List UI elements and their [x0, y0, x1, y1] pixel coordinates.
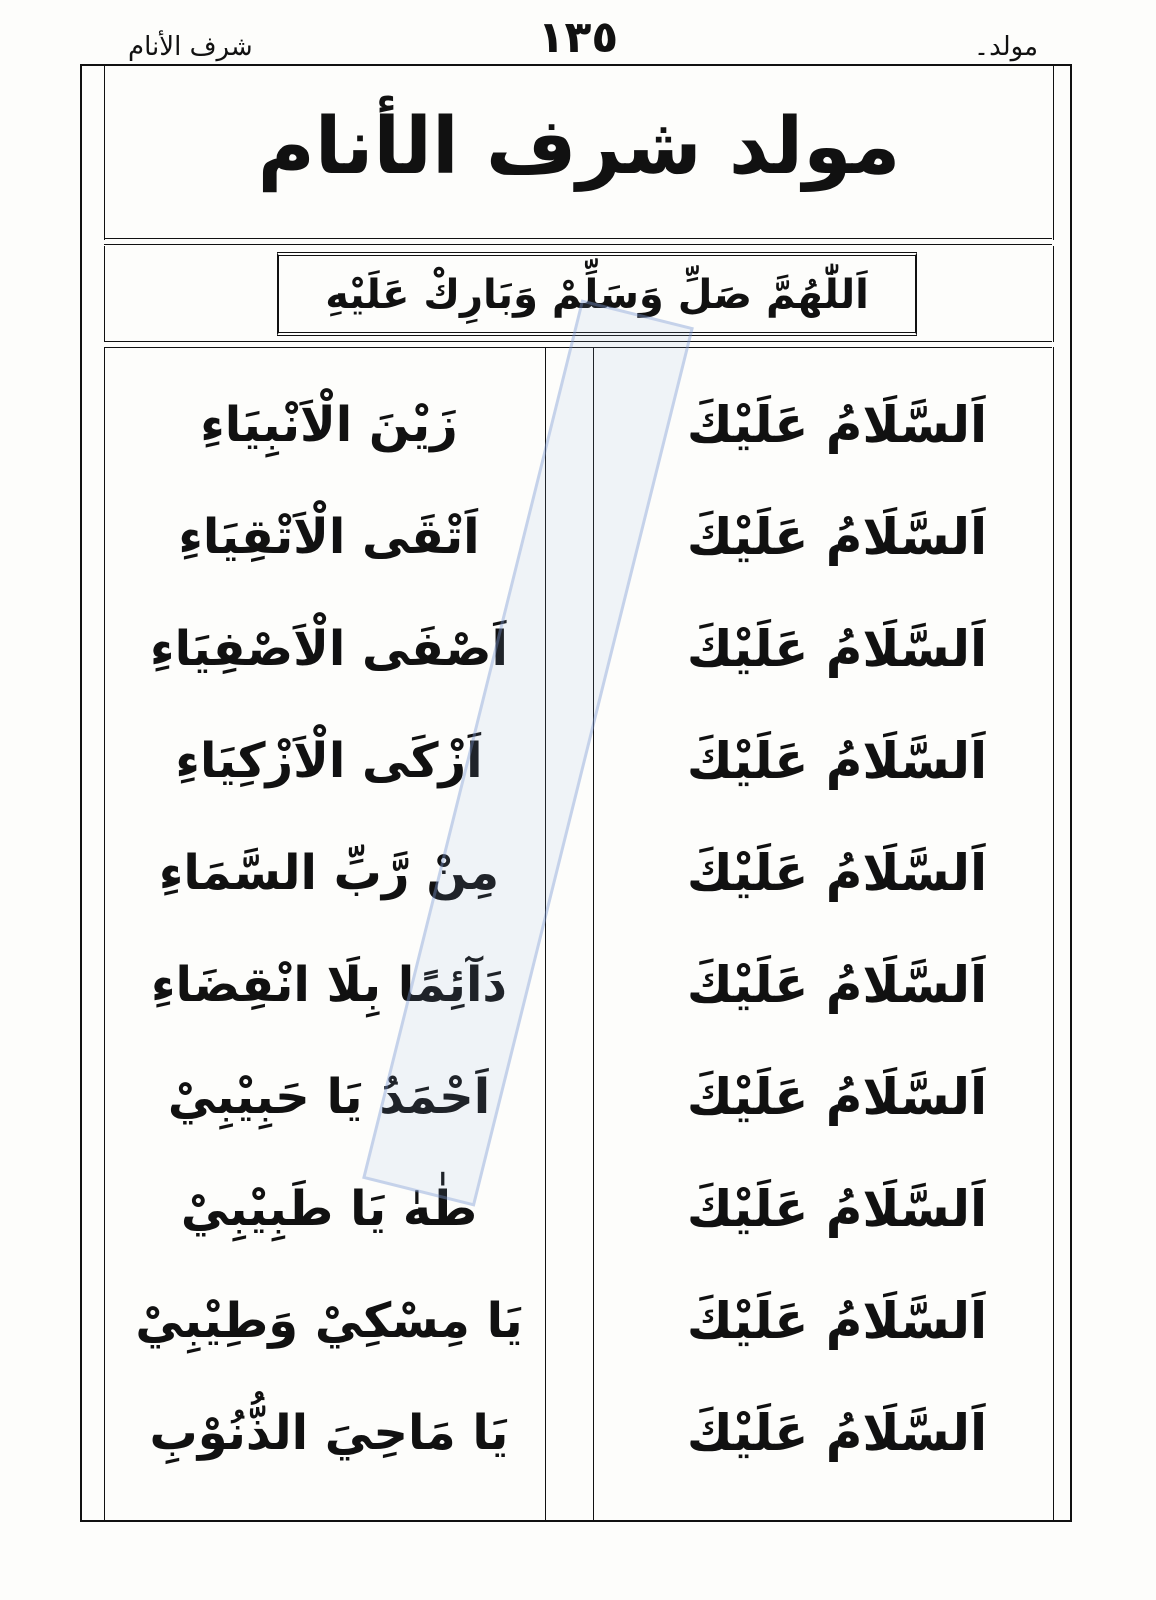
epithet-text: زَيْنَ الْاَنْبِيَاءِ: [200, 397, 458, 453]
salutation-row: [105, 705, 1053, 817]
page-frame: [80, 64, 1072, 1522]
salam-text: اَلسَّلَامُ عَلَيْكَ: [686, 1180, 988, 1238]
salutation-table: [104, 347, 1054, 1522]
salutation-row: [105, 1265, 1053, 1377]
salutation-row: [105, 1153, 1053, 1265]
epithet-text: اَزْكَى الْاَزْكِيَاءِ: [175, 733, 483, 789]
epithet-text: اَتْقَى الْاَتْقِيَاءِ: [178, 509, 480, 565]
invocation-box: اَللّٰهُمَّ صَلِّ وَسَلِّمْ وَبَارِكْ عَلَيْهِ: [277, 252, 917, 336]
section-label: مولد۔: [973, 32, 1038, 62]
salutation-row: [105, 817, 1053, 929]
salam-text: اَلسَّلَامُ عَلَيْكَ: [686, 956, 988, 1014]
epithet-text: اَحْمَدُ يَا حَبِيْبِيْ: [167, 1069, 491, 1125]
salutation-row: [105, 929, 1053, 1041]
salam-text: اَلسَّلَامُ عَلَيْكَ: [686, 844, 988, 902]
epithet-text: اَصْفَى الْاَصْفِيَاءِ: [150, 621, 508, 677]
salam-text: اَلسَّلَامُ عَلَيْكَ: [686, 620, 988, 678]
running-title: شرف الأنام: [128, 32, 253, 62]
title-divider: [104, 238, 1052, 245]
salutation-row: [105, 369, 1053, 481]
salutation-row: [105, 1377, 1053, 1489]
title-box: [104, 66, 1054, 240]
epithet-text: يَا مَاحِيَ الذُّنُوْبِ: [149, 1405, 509, 1461]
salutation-row: [105, 1041, 1053, 1153]
salam-text: اَلسَّلَامُ عَلَيْكَ: [686, 1068, 988, 1126]
epithet-text: طٰهٰ يَا طَبِيْبِيْ: [180, 1181, 478, 1237]
salam-text: اَلسَّلَامُ عَلَيْكَ: [686, 508, 988, 566]
salam-text: اَلسَّلَامُ عَلَيْكَ: [686, 1404, 988, 1462]
salam-text: اَلسَّلَامُ عَلَيْكَ: [686, 1292, 988, 1350]
salam-text: اَلسَّلَامُ عَلَيْكَ: [686, 396, 988, 454]
invocation-band: [104, 246, 1054, 342]
epithet-text: دَآئِمًا بِلَا انْقِضَاءِ: [150, 957, 508, 1013]
page-number: ١٣٥: [537, 12, 619, 63]
epithet-text: يَا مِسْكِيْ وَطِيْبِيْ: [135, 1293, 523, 1349]
page-title: مولد شرف الأنام: [257, 102, 901, 192]
salutation-row: [105, 593, 1053, 705]
page-header: [0, 12, 1156, 64]
epithet-text: مِنْ رَّبِّ السَّمَاءِ: [158, 845, 500, 901]
salam-text: اَلسَّلَامُ عَلَيْكَ: [686, 732, 988, 790]
salutation-row: [105, 481, 1053, 593]
